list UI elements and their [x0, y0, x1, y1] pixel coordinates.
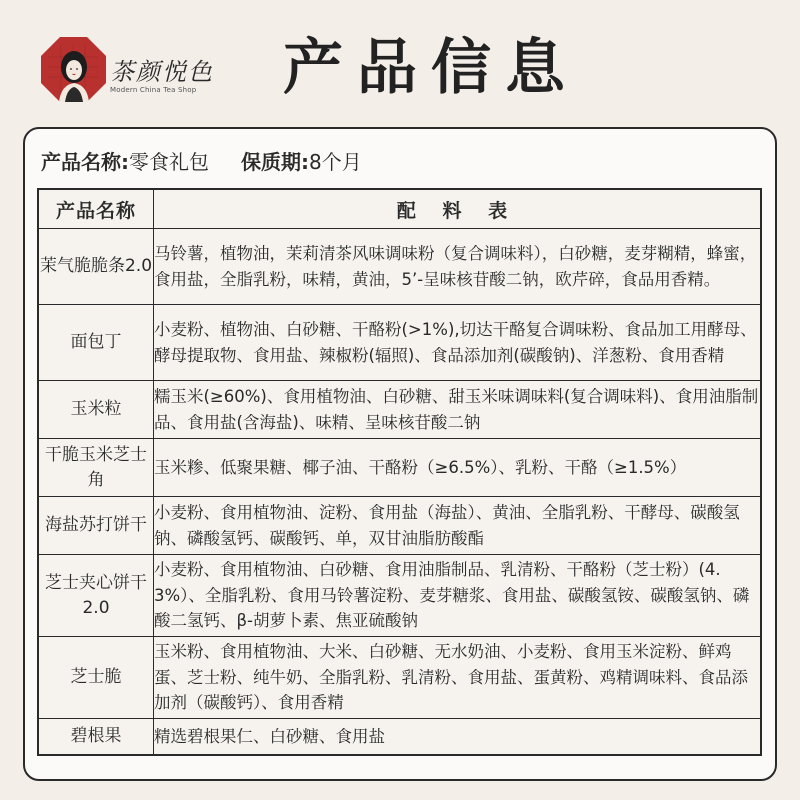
row-product-name: 碧根果: [38, 719, 154, 755]
table-row: [38, 497, 761, 555]
row-ingredients: 小麦粉、食用植物油、白砂糖、食用油脂制品、乳清粉、干酪粉（芝士粉）(4.3%）、全脂乳粉、食用马铃薯淀粉、麦芽糖浆、食用盐、碳酸氢铵、碳酸氢钠、磷酸二氢钙、β-胡萝卜素、焦亚硫酸钠: [154, 555, 762, 637]
product-info-card: [23, 127, 777, 781]
table-header-row: [38, 189, 761, 229]
table-row: [38, 637, 761, 719]
row-product-name: 芝士脆: [38, 637, 154, 719]
row-product-name: 芝士夹心饼干2.0: [38, 555, 154, 637]
row-product-name: 面包丁: [38, 305, 154, 381]
page-title: 产品信息: [283, 33, 579, 103]
brand-logo-icon: [41, 37, 106, 102]
row-ingredients: 马铃薯，植物油，茉莉清茶风味调味粉（复合调味料），白砂糖，麦芽糊精，蜂蜜，食用盐，全脂乳粉，味精，黄油，5’-呈味核苷酸二钠，欧芹碎，食品用香精。: [154, 229, 762, 305]
table-row: [38, 719, 761, 755]
row-ingredients: 小麦粉、食用植物油、淀粉、食用盐（海盐）、黄油、全脂乳粉、干酵母、碳酸氢钠、磷酸氢钙、碳酸钙、单，双甘油脂肪酸酯: [154, 497, 762, 555]
product-summary: [41, 147, 362, 177]
shelf-life-value: 8个月: [309, 150, 362, 174]
table-row: [38, 229, 761, 305]
shelf-life-label: 保质期:: [241, 150, 309, 174]
row-product-name: 茉气脆脆条2.0: [38, 229, 154, 305]
brand-name: 茶颜悦色: [110, 58, 214, 86]
table-row: [38, 381, 761, 439]
row-ingredients: 糯玉米(≥60%)、食用植物油、白砂糖、甜玉米味调味料(复合调味料)、食用油脂制品、食用盐(含海盐)、味精、呈味核苷酸二钠: [154, 381, 762, 439]
table-row: [38, 439, 761, 497]
row-ingredients: 玉米糁、低聚果糖、椰子油、干酪粉（≥6.5%）、乳粉、干酪（≥1.5%）: [154, 439, 762, 497]
column-header-ingredients: 配 料 表: [154, 189, 762, 229]
product-name-value: 零食礼包: [129, 150, 209, 174]
column-header-product-name: 产品名称: [38, 189, 154, 229]
row-ingredients: 精选碧根果仁、白砂糖、食用盐: [154, 719, 762, 755]
product-name-label: 产品名称:: [41, 150, 129, 174]
row-ingredients: 小麦粉、植物油、白砂糖、干酪粉(>1%),切达干酪复合调味粉、食品加工用酵母、酵母提取物、食用盐、辣椒粉(辐照)、食品添加剂(碳酸钠)、洋葱粉、食用香精: [154, 305, 762, 381]
row-product-name: 海盐苏打饼干: [38, 497, 154, 555]
brand-tagline: Modern China Tea Shop: [110, 86, 197, 94]
header: [0, 0, 800, 128]
row-product-name: 玉米粒: [38, 381, 154, 439]
ingredients-table: [37, 188, 762, 756]
row-product-name: 干脆玉米芝士角: [38, 439, 154, 497]
table-row: [38, 555, 761, 637]
table-row: [38, 305, 761, 381]
row-ingredients: 玉米粉、食用植物油、大米、白砂糖、无水奶油、小麦粉、食用玉米淀粉、鲜鸡蛋、芝士粉、纯牛奶、全脂乳粉、乳清粉、食用盐、蛋黄粉、鸡精调味料、食品添加剂（碳酸钙）、食用香精: [154, 637, 762, 719]
